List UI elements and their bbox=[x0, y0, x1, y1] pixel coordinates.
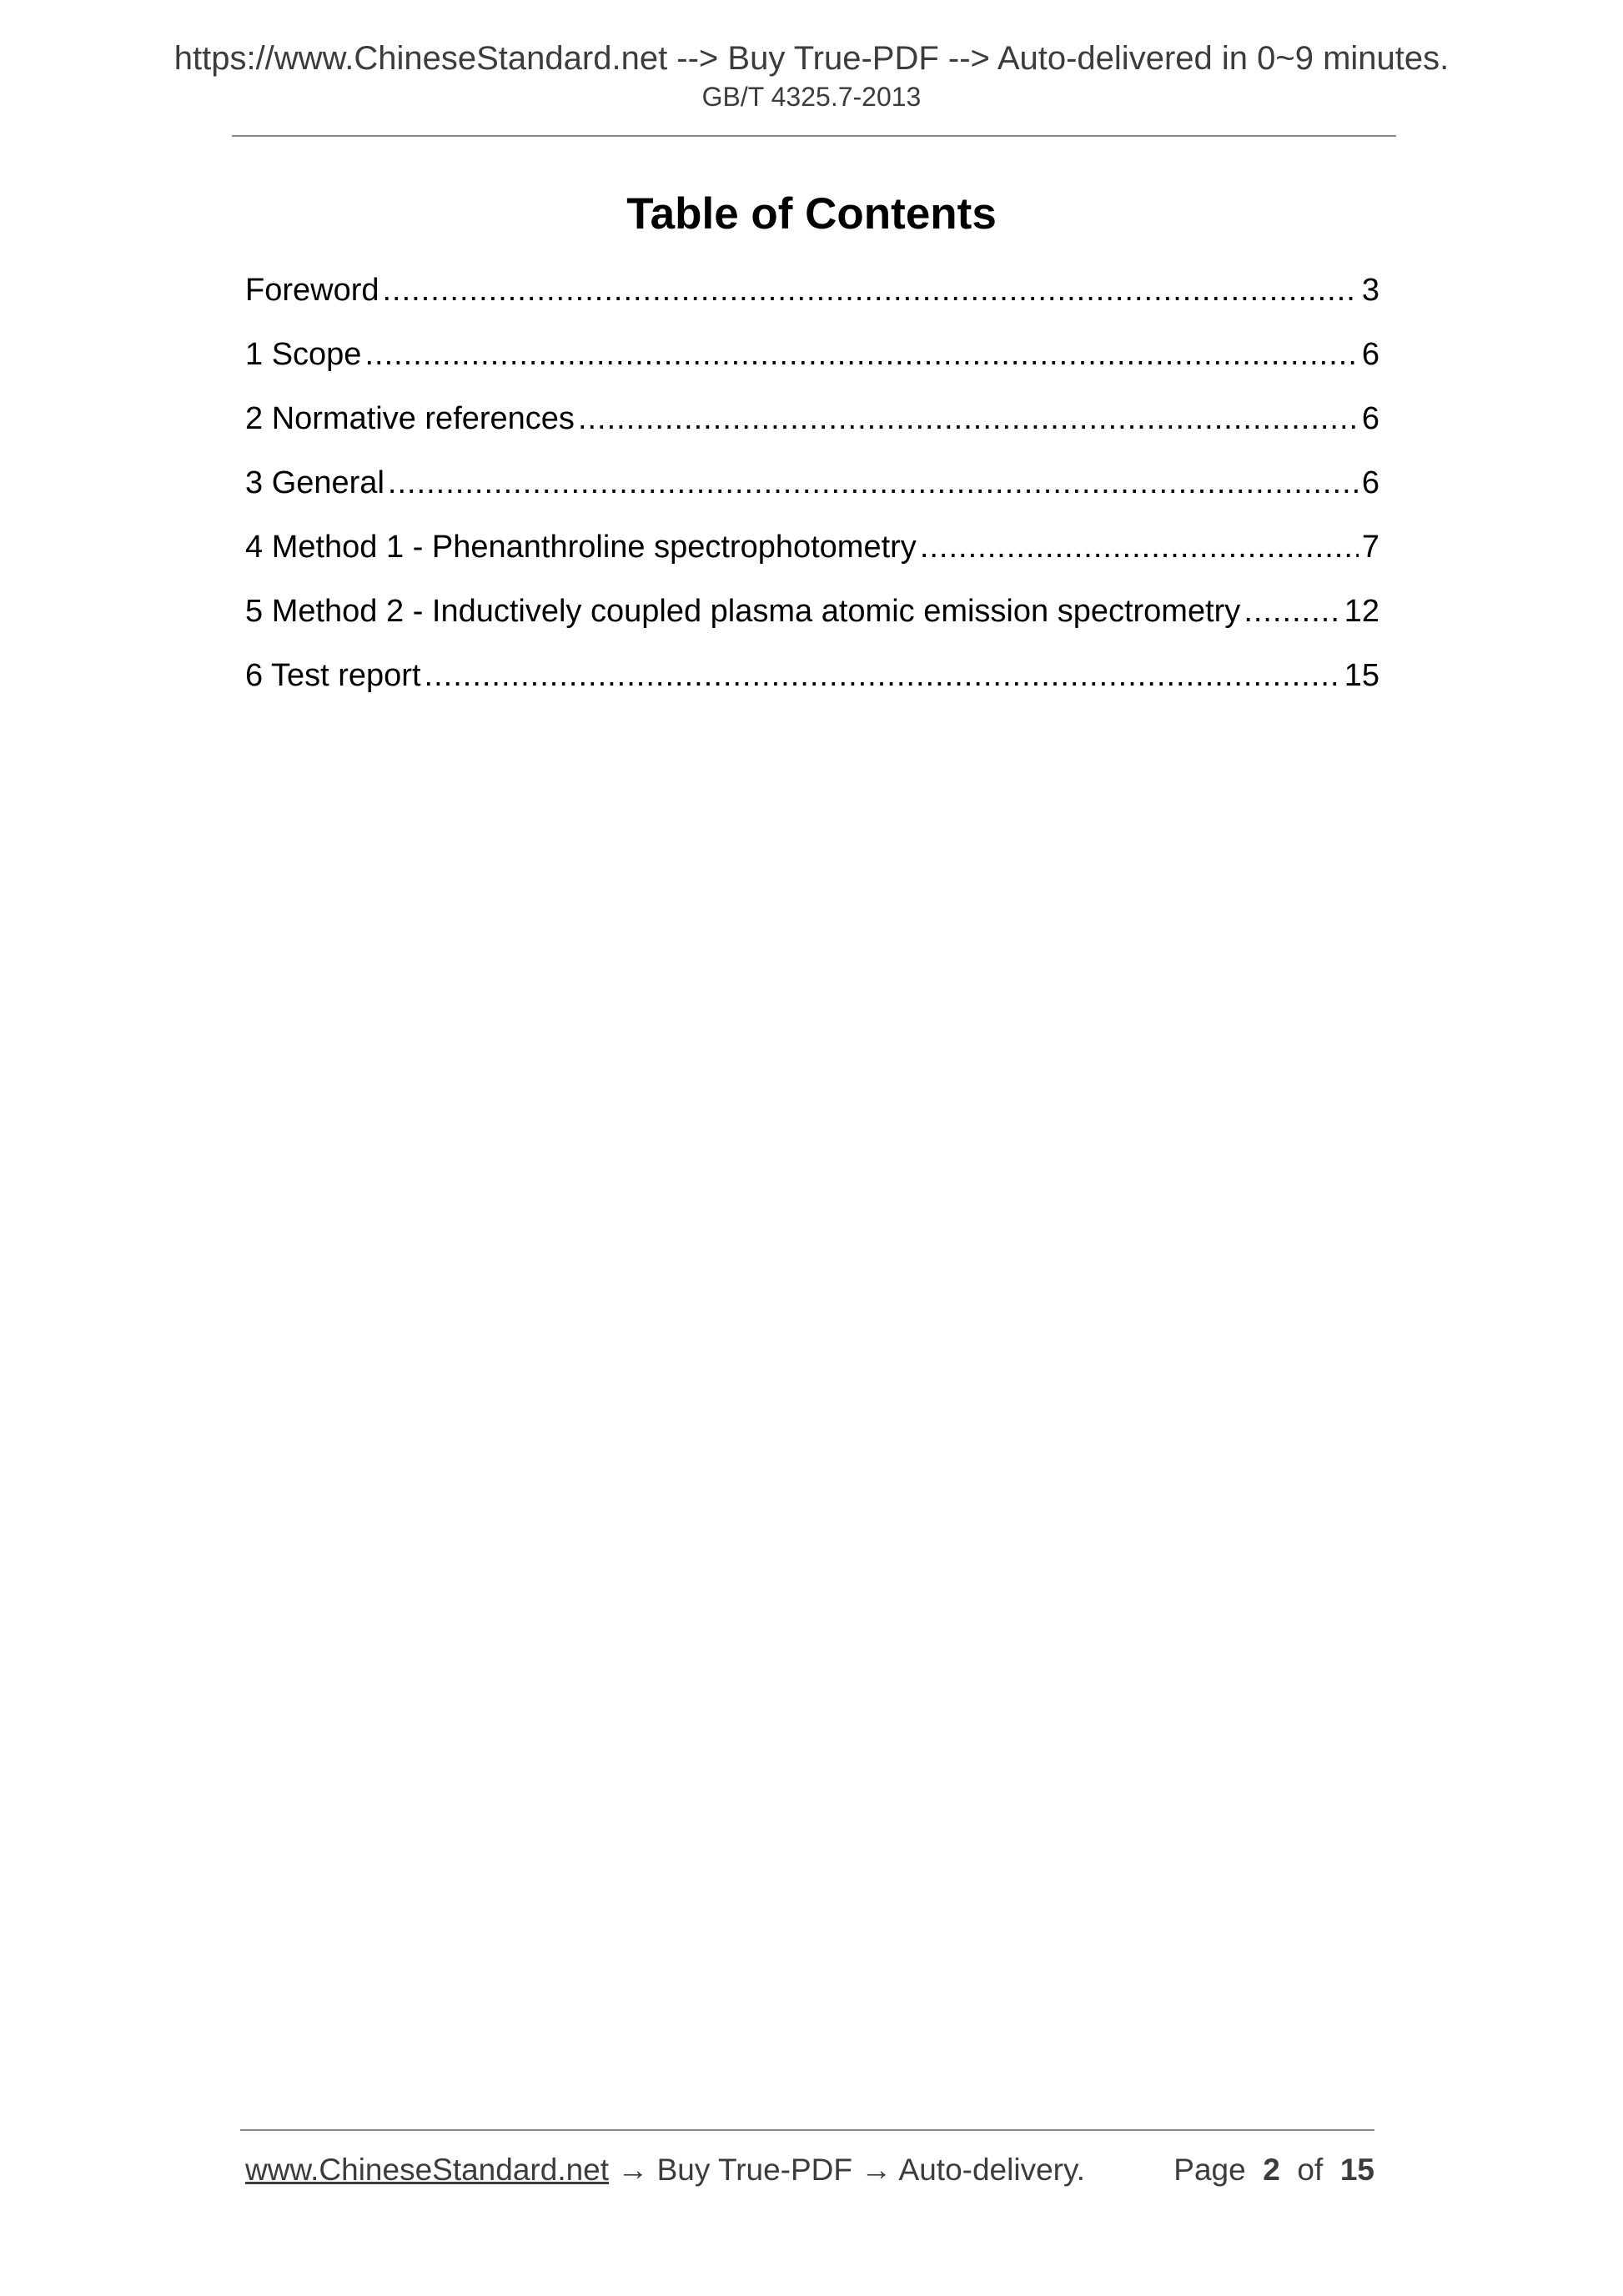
footer-delivery-text: Auto-delivery. bbox=[898, 2153, 1086, 2187]
footer-site-link[interactable]: www.ChineseStandard.net bbox=[245, 2153, 610, 2187]
header-divider bbox=[232, 135, 1396, 137]
toc-entry-page: 3 bbox=[1361, 273, 1379, 308]
toc-entry-general[interactable] bbox=[245, 464, 1379, 528]
toc-entry-label: 4 Method 1 - Phenanthroline spectrophotometry bbox=[245, 530, 917, 565]
arrow-right-icon: → bbox=[861, 2153, 892, 2187]
toc-entry-test-report[interactable] bbox=[245, 656, 1379, 721]
toc-entry-foreword[interactable] bbox=[245, 271, 1379, 335]
toc-entry-normative-references[interactable] bbox=[245, 399, 1379, 464]
page-number bbox=[1173, 2153, 1374, 2188]
toc-entry-page: 12 bbox=[1344, 594, 1379, 629]
toc-title: Table of Contents bbox=[626, 189, 997, 239]
toc-entry-page: 7 bbox=[1361, 530, 1379, 565]
toc-dot-leader bbox=[578, 399, 1359, 438]
toc-entry-label: 2 Normative references bbox=[245, 401, 575, 436]
toc-entry-label: 1 Scope bbox=[245, 337, 362, 372]
toc-dot-leader bbox=[364, 335, 1358, 374]
footer-buy-text: Buy True-PDF bbox=[656, 2153, 853, 2187]
toc-dot-leader bbox=[1244, 592, 1340, 631]
toc-dot-leader bbox=[388, 464, 1359, 502]
toc-entry-method-2[interactable] bbox=[245, 592, 1379, 656]
footer-divider bbox=[240, 2129, 1374, 2131]
toc-entry-page: 6 bbox=[1361, 401, 1379, 436]
arrow-right-icon: → bbox=[617, 2153, 649, 2187]
toc-dot-leader bbox=[920, 528, 1359, 566]
table-of-contents bbox=[245, 271, 1379, 721]
toc-dot-leader bbox=[425, 656, 1341, 695]
toc-entry-label: 5 Method 2 - Inductively coupled plasma atomic emission spectrometry bbox=[245, 594, 1241, 629]
page-word: Page bbox=[1173, 2153, 1246, 2187]
toc-entry-label: 6 Test report bbox=[245, 658, 421, 693]
toc-entry-label: 3 General bbox=[245, 465, 384, 500]
toc-entry-page: 15 bbox=[1344, 658, 1379, 693]
toc-entry-scope[interactable] bbox=[245, 335, 1379, 399]
footer-promo bbox=[245, 2153, 1085, 2188]
document-code: GB/T 4325.7-2013 bbox=[701, 82, 922, 112]
header-banner: https://www.ChineseStandard.net --> Buy True-PDF --> Auto-delivered in 0~9 minutes. bbox=[173, 40, 1450, 77]
toc-dot-leader bbox=[383, 271, 1359, 309]
page-total: 15 bbox=[1339, 2153, 1374, 2187]
toc-entry-label: Foreword bbox=[245, 273, 379, 308]
toc-entry-method-1[interactable] bbox=[245, 528, 1379, 592]
toc-entry-page: 6 bbox=[1361, 337, 1379, 372]
of-word: of bbox=[1297, 2153, 1324, 2187]
page-current: 2 bbox=[1263, 2153, 1280, 2187]
toc-entry-page: 6 bbox=[1361, 465, 1379, 500]
